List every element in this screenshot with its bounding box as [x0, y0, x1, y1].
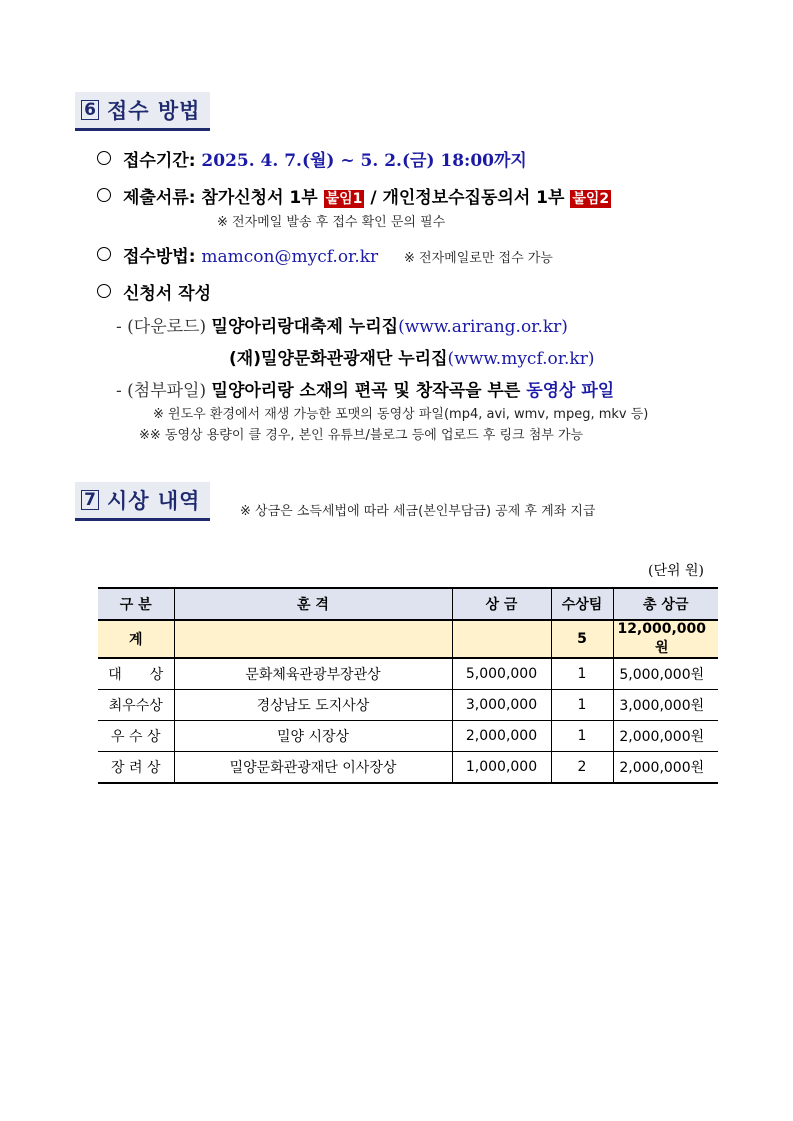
- section6-title: 접수 방법: [107, 99, 201, 123]
- row-award: 문화체육관광부장관상: [174, 658, 452, 690]
- circle-bullet-icon: [97, 247, 111, 261]
- total-award: [174, 620, 452, 658]
- attach-note-2: ※※ 동영상 용량이 클 경우, 본인 유튜브/블로그 등에 업로드 후 링크 첨부 가능: [139, 428, 584, 443]
- section6-header: [75, 92, 210, 131]
- circle-bullet-icon: [97, 151, 111, 165]
- form-line: [97, 279, 211, 304]
- download-line-2: [229, 344, 595, 369]
- row-prize: 5,000,000: [452, 658, 551, 690]
- method-label: 접수방법:: [123, 247, 202, 267]
- row-prize: 2,000,000: [452, 721, 551, 752]
- row-teams: 1: [551, 690, 613, 721]
- row-category: 최우수상: [98, 690, 174, 721]
- period-value: 2025. 4. 7.(월) ~ 5. 2.(금) 18:00까지: [201, 151, 527, 171]
- table-header-row: [98, 588, 718, 620]
- section-number-7: 7: [81, 490, 99, 510]
- table-row: [98, 752, 718, 784]
- docs-form2: / 개인정보수집동의서 1부: [364, 188, 571, 208]
- circle-bullet-icon: [97, 188, 111, 202]
- row-teams: 1: [551, 721, 613, 752]
- total-teams: 5: [551, 620, 613, 658]
- download2-text: (재)밀양문화관광재단 누리집: [229, 349, 448, 369]
- total-prize: [452, 620, 551, 658]
- row-prize: 3,000,000: [452, 690, 551, 721]
- attach-line: [116, 376, 614, 401]
- docs-note: ※ 전자메일 발송 후 접수 확인 문의 필수: [217, 215, 446, 230]
- total-sum: 12,000,000원: [613, 620, 718, 658]
- total-category: 계: [98, 620, 174, 658]
- header-prize: 상 금: [452, 588, 551, 620]
- method-email[interactable]: mamcon@mycf.or.kr: [201, 247, 379, 267]
- circle-bullet-icon: [97, 284, 111, 298]
- form-label: 신청서 작성: [123, 284, 212, 304]
- row-sum: 3,000,000원: [613, 690, 718, 721]
- docs-line: [97, 183, 611, 208]
- row-award: 밀양 시장상: [174, 721, 452, 752]
- method-line: [97, 242, 378, 267]
- table-total-row: [98, 620, 718, 658]
- row-category: 장 려 상: [98, 752, 174, 784]
- header-category: 구 분: [98, 588, 174, 620]
- section7-note: ※ 상금은 소득세법에 따라 세금(본인부담금) 공제 후 계좌 지급: [240, 504, 596, 519]
- header-sum: 총 상금: [613, 588, 718, 620]
- row-category: 우 수 상: [98, 721, 174, 752]
- attachment-tag-2: 붙임2: [572, 191, 610, 207]
- period-line: [97, 146, 527, 171]
- row-sum: 5,000,000원: [613, 658, 718, 690]
- header-award: 훈 격: [174, 588, 452, 620]
- docs-label: 제출서류:: [123, 188, 202, 208]
- row-category: 대 상: [98, 658, 174, 690]
- download-line-1: [116, 312, 568, 337]
- row-award: 밀양문화관광재단 이사장상: [174, 752, 452, 784]
- row-award: 경상남도 도지사상: [174, 690, 452, 721]
- table-row: [98, 690, 718, 721]
- prize-table: [98, 587, 718, 784]
- download1-url[interactable]: (www.arirang.or.kr): [398, 317, 568, 337]
- row-teams: 1: [551, 658, 613, 690]
- header-teams: 수상팀: [551, 588, 613, 620]
- row-teams: 2: [551, 752, 613, 784]
- row-sum: 2,000,000원: [613, 721, 718, 752]
- period-label: 접수기간:: [123, 151, 202, 171]
- section7-title: 시상 내역: [107, 489, 201, 513]
- attach-prefix: - (첨부파일): [116, 381, 212, 401]
- docs-form1: 참가신청서 1부: [201, 188, 324, 208]
- unit-label: (단위 원): [648, 563, 704, 579]
- row-sum: 2,000,000원: [613, 752, 718, 784]
- section7-header: [75, 482, 210, 521]
- table-row: [98, 721, 718, 752]
- table-row: [98, 658, 718, 690]
- download-prefix: - (다운로드): [116, 317, 212, 337]
- section-number-6: 6: [81, 100, 99, 120]
- attach-highlight: 동영상 파일: [526, 381, 615, 401]
- download1-text: 밀양아리랑대축제 누리집: [211, 317, 399, 337]
- row-prize: 1,000,000: [452, 752, 551, 784]
- method-note: ※ 전자메일로만 접수 가능: [404, 251, 553, 266]
- attach-note-1: ※ 윈도우 환경에서 재생 가능한 포맷의 동영상 파일(mp4, avi, wmv, mpeg, mkv 등): [153, 407, 649, 422]
- attachment-tag-1: 붙임1: [325, 191, 363, 207]
- download2-url[interactable]: (www.mycf.or.kr): [447, 349, 595, 369]
- attach-text: 밀양아리랑 소재의 편곡 및 창작곡을 부른: [211, 381, 527, 401]
